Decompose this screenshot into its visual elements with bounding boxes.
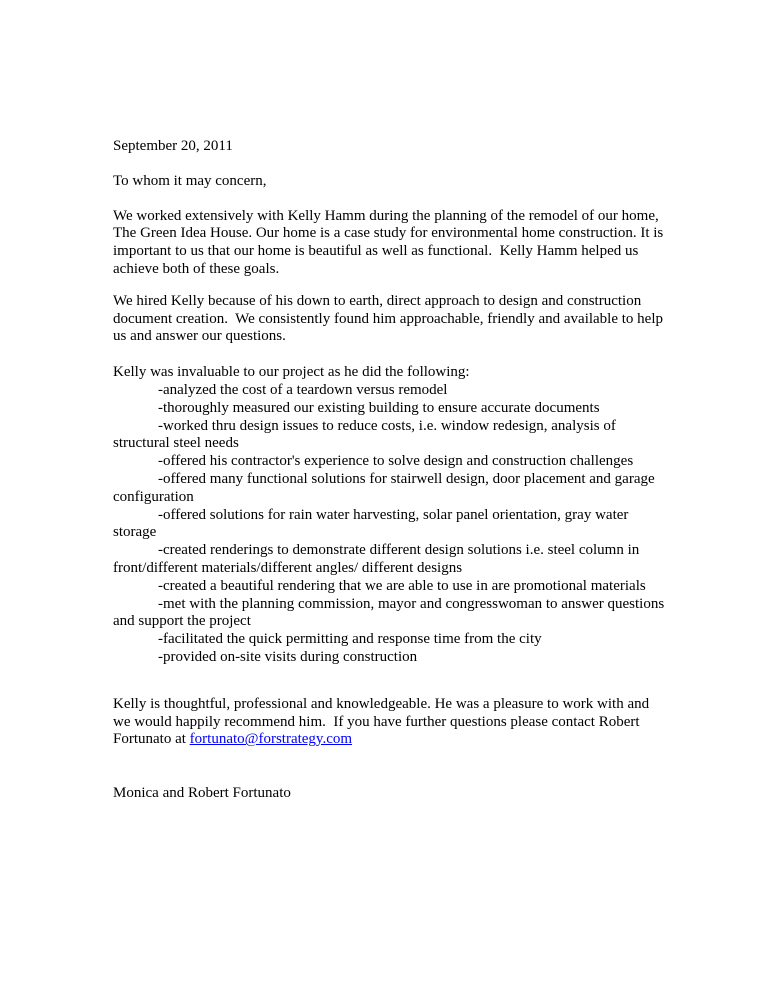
list-item: -offered solutions for rain water harvesting, solar panel orientation, gray water storage [113, 506, 633, 541]
list-item: -thoroughly measured our existing building to ensure accurate documents [158, 399, 600, 416]
list-item: -created a beautiful rendering that we are able to use in are promotional materials [158, 577, 646, 594]
signature: Monica and Robert Fortunato [113, 785, 291, 802]
closing-paragraph [113, 696, 665, 749]
date-line: September 20, 2011 [113, 138, 233, 154]
closing-text: Kelly is thoughtful, professional and knowledgeable. He was a pleasure to work with and we would happily recommend him. If you have further questions please contact Robert Fortunato at [113, 695, 653, 748]
salutation: To whom it may concern, [113, 172, 267, 189]
list-intro: Kelly was invaluable to our project as he did the following: [113, 364, 470, 381]
body-paragraph: We worked extensively with Kelly Hamm during the planning of the remodel of our home, The Green Idea House. Our home is a case study for environmental home construction. It is important to us that our home is beautiful as well as functional. Kelly Hamm helped us achieve both of these goals. [113, 207, 668, 277]
list-item: -worked thru design issues to reduce costs, i.e. window redesign, analysis of structural steel needs [113, 417, 620, 452]
list-item: -provided on-site visits during construction [158, 648, 418, 665]
email-link[interactable]: fortunato@forstrategy.com [189, 731, 353, 748]
list-item: -facilitated the quick permitting and response time from the city [158, 631, 542, 648]
letter-body [113, 138, 668, 803]
list-item: -offered many functional solutions for stairwell design, door placement and garage configuration [113, 470, 659, 505]
list-item: -analyzed the cost of a teardown versus remodel [158, 381, 448, 398]
list-item: -offered his contractor's experience to solve design and construction challenges [158, 453, 634, 470]
body-paragraph: We hired Kelly because of his down to earth, direct approach to design and construction document creation. We consistently found him approachable, friendly and available to help us and answer our questions. [113, 292, 667, 345]
list-item: -created renderings to demonstrate different design solutions i.e. steel column in front/different materials/different angles/ different designs [113, 542, 644, 576]
list-item: -met with the planning commission, mayor and congresswoman to answer questions and support the project [113, 595, 668, 630]
